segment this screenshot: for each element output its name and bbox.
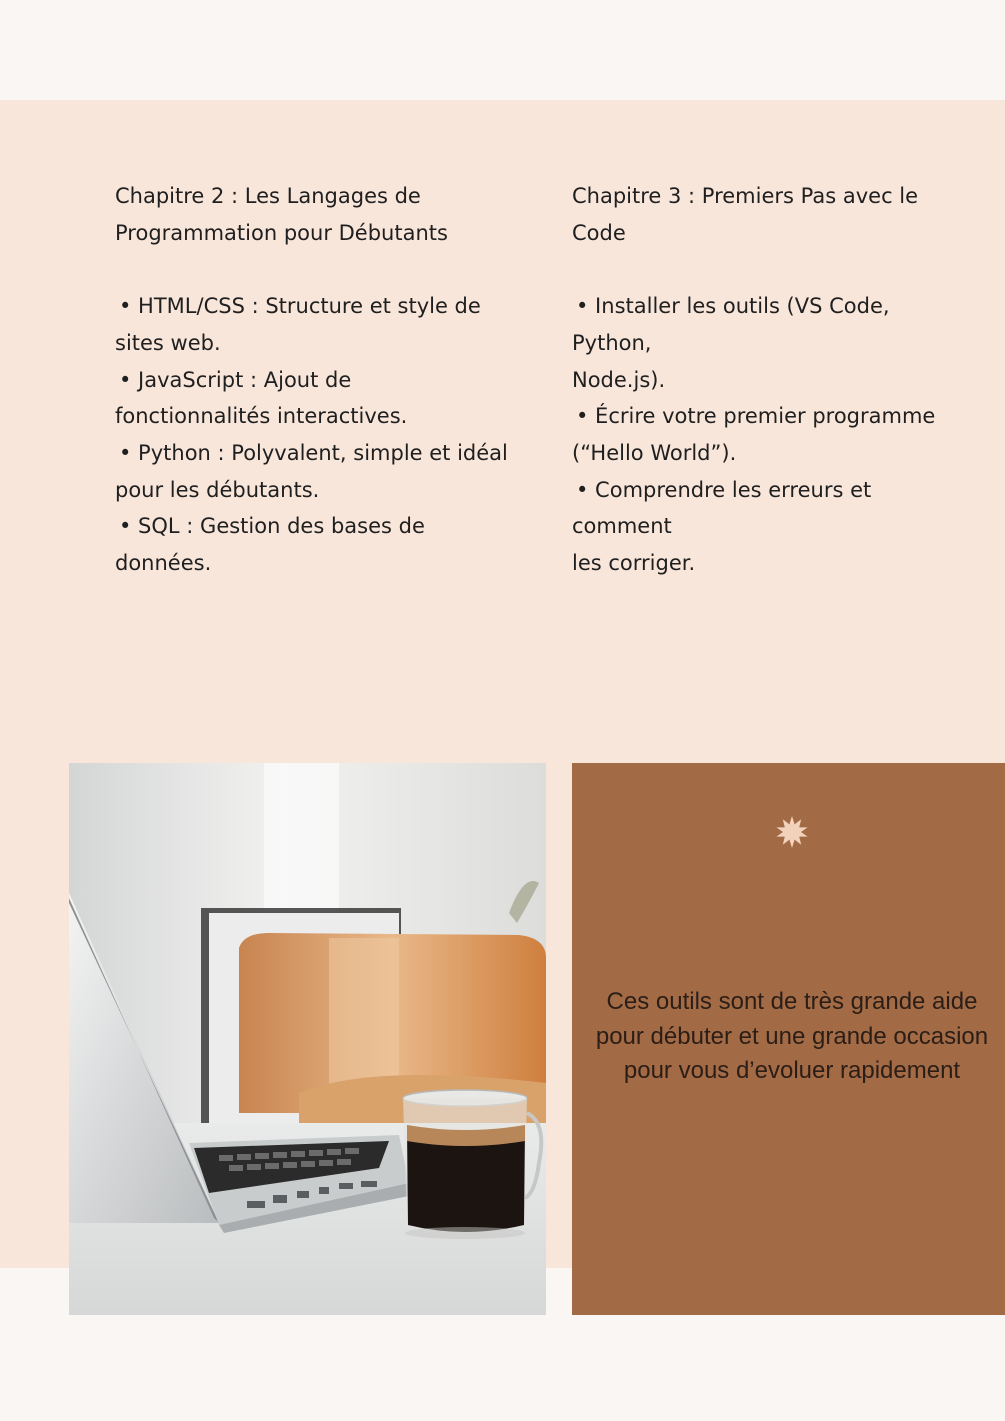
list-item: • SQL : Gestion des bases de données. <box>115 514 425 576</box>
chapter-3-title-line2: Code <box>572 220 626 245</box>
quote-line-3: pour vous d’evoluer rapidement <box>623 1057 961 1084</box>
list-item: • HTML/CSS : Structure et style de sites web. <box>115 294 481 355</box>
chapter-3-title-line1: Chapitre 3 : Premiers Pas avec le <box>572 184 919 208</box>
list-item: • JavaScript : Ajout de fonctionnalités interactives. <box>115 367 408 429</box>
chapter-3-title <box>572 178 972 251</box>
list-item: • Comprendre les erreurs et comment les corriger. <box>572 477 872 576</box>
chapter-2-title <box>115 178 515 251</box>
chapter-3-section <box>572 178 972 582</box>
list-item: • Installer les outils (VS Code, Python, Node.js). <box>572 294 890 392</box>
quote-text <box>572 985 1005 1089</box>
quote-line-1: Ces outils sont de très grande aide <box>606 988 978 1015</box>
list-item: • Écrire votre premier programme (“Hello World”). <box>572 404 936 465</box>
chapter-2-title-line2: Programmation pour Débutants <box>115 220 448 245</box>
laptop-coffee-photo <box>69 763 546 1315</box>
list-item: • Python : Polyvalent, simple et idéal pour les débutants. <box>115 440 508 502</box>
chapter-2-title-line1: Chapitre 2 : Les Langages de <box>115 184 421 208</box>
star-burst-icon <box>775 815 809 849</box>
chapter-3-list <box>572 288 972 582</box>
quote-line-2: pour débuter et une grande occasion <box>595 1022 989 1050</box>
quote-panel <box>572 763 1005 1315</box>
chapter-2-list <box>115 288 515 582</box>
chapter-2-section <box>115 178 515 582</box>
